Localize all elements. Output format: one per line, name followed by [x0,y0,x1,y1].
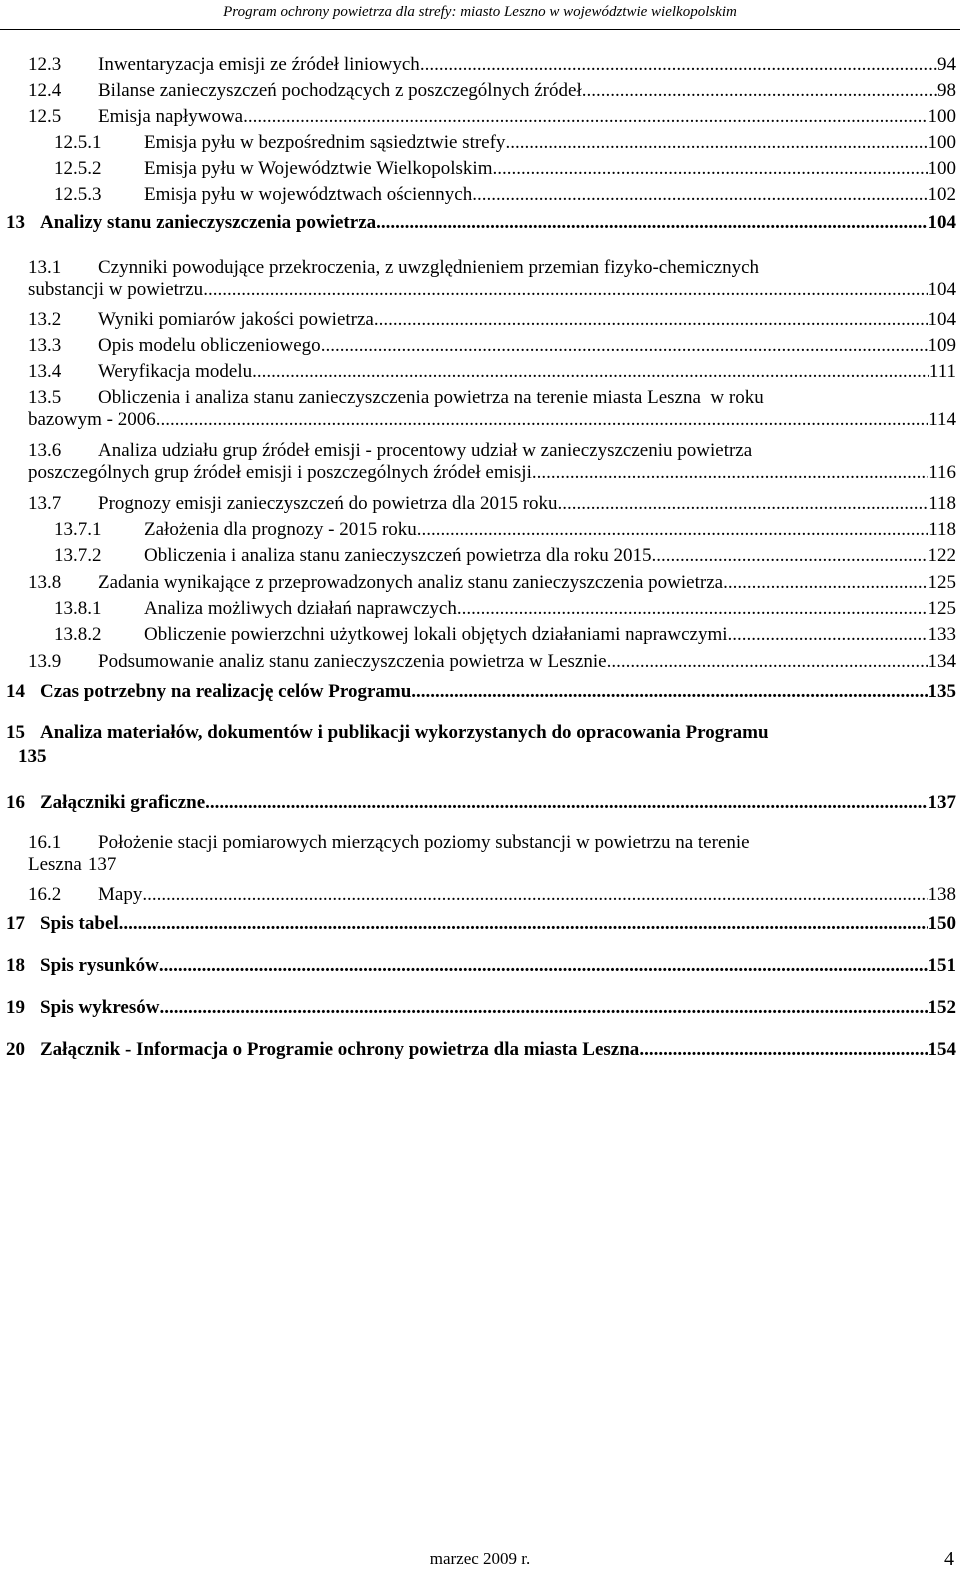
toc-number: 13 [6,212,25,233]
toc-title: Wyniki pomiarów jakości powietrza [98,309,374,330]
toc-number: 13.7.1 [54,519,102,540]
toc-page: 125 [927,598,956,619]
toc-entry-12-4[interactable] [28,80,956,102]
toc-page: 133 [927,624,956,645]
toc-entry-19[interactable] [6,997,956,1019]
toc-title: Emisja pyłu w Województwie Wielkopolskim [144,158,493,179]
toc-page: 152 [927,997,956,1018]
toc-page: 154 [927,1039,956,1060]
toc-number: 13.4 [28,361,62,382]
toc-number: 14 [6,681,25,702]
toc-title: Spis wykresów [40,997,160,1018]
toc-title: Podsumowanie analiz stanu zanieczyszczenia powietrza w Lesznie [98,651,607,672]
toc-entry-13-7-1[interactable] [54,519,956,541]
toc-leader [417,519,928,541]
toc-page: 151 [927,955,956,976]
toc-leader [651,545,927,567]
toc-entry-16[interactable] [6,792,956,814]
toc-entry-12-5[interactable] [28,106,956,128]
toc-number: 13.3 [28,335,62,356]
toc-number: 20 [6,1039,25,1060]
toc-entry-13-3[interactable] [28,335,956,357]
toc-number: 13.6 [28,440,62,461]
toc-number: 13.7.2 [54,545,102,566]
toc-entry-13-2[interactable] [28,309,956,331]
toc-leader [505,132,927,154]
toc-title: Analiza materiałów, dokumentów i publikacji wykorzystanych do opracowania Programu [40,722,769,743]
toc-entry-20[interactable] [6,1039,956,1061]
toc-leader [532,462,928,484]
toc-page: 100 [927,132,956,153]
toc-page: 118 [928,519,956,540]
toc-title-line2: Leszna [28,854,82,875]
toc-number: 12.4 [28,80,62,101]
toc-number: 15 [6,722,25,743]
toc-entry-12-3[interactable] [28,54,956,76]
toc-page: 94 [937,54,956,75]
toc-title-line2: substancji w powietrzu [28,279,204,300]
toc-leader [205,792,927,814]
toc-entry-12-5-1[interactable] [54,132,956,154]
toc-number: 12.5.2 [54,158,102,179]
toc-leader [582,80,937,102]
toc-page: 137 [927,792,956,813]
toc-page: 104 [927,279,956,300]
toc-title: Zadania wynikające z przeprowadzonych analiz stanu zanieczyszczenia powietrza [98,572,724,593]
toc-leader [607,651,928,673]
toc-entry-12-5-3[interactable] [54,184,956,206]
toc-entry-13-1[interactable] [28,257,956,301]
toc-title: Weryfikacja modelu [98,361,253,382]
toc-leader [376,212,927,234]
header-title: Program ochrony powietrza dla strefy: miasto Leszno w województwie wielkopolskim [223,4,737,20]
toc-title-line2: poszczególnych grup źródeł emisji i poszczególnych źródeł emisji [28,462,532,483]
toc-number: 13.8 [28,572,62,593]
toc-entry-13-8[interactable] [28,572,956,594]
toc-number: 12.5.3 [54,184,102,205]
toc-page: 100 [927,106,956,127]
toc-leader [321,335,928,357]
toc-number: 13.9 [28,651,62,672]
toc-page: 138 [927,884,956,905]
toc-entry-13-7[interactable] [28,493,956,515]
toc-title: Załącznik - Informacja o Programie ochrony powietrza dla miasta Leszna [40,1039,640,1060]
toc-title: Obliczenia i analiza stanu zanieczyszczeń powietrza dla roku 2015 [144,545,652,566]
toc-page: 118 [928,493,956,514]
toc-leader [203,279,927,301]
toc-title: Mapy [98,884,143,905]
toc-leader [558,493,929,515]
toc-entry-13-7-2[interactable] [54,545,956,567]
toc-number: 13.8.1 [54,598,102,619]
toc-title-line1: Czynniki powodujące przekroczenia, z uwzględnieniem przemian fizyko-chemicznych [98,257,760,278]
toc-number: 13.8.2 [54,624,102,645]
toc-entry-18[interactable] [6,955,956,977]
toc-number: 16.1 [28,832,62,853]
toc-title: Emisja pyłu w województwach ościennych [144,184,473,205]
toc-title: Prognozy emisji zanieczyszczeń do powietrza dla 2015 roku [98,493,558,514]
toc-entry-16-2[interactable] [28,884,956,906]
toc-number: 12.5 [28,106,62,127]
toc-leader [243,106,927,128]
toc-leader [411,681,927,703]
toc-leader [142,884,927,906]
toc-title: Spis tabel [40,913,119,934]
toc-page: 109 [927,335,956,356]
toc-page: 137 [87,854,117,875]
toc-leader [639,1039,927,1061]
toc-entry-12-5-2[interactable] [54,158,956,180]
toc-leader [492,158,927,180]
toc-leader [723,572,927,594]
toc-title: Emisja napływowa [98,106,244,127]
toc-number: 13.1 [28,257,62,278]
toc-page: 98 [937,80,956,101]
toc-number: 12.3 [28,54,62,75]
toc-leader [374,309,928,331]
toc-number: 13.7 [28,493,62,514]
toc-page: 104 [927,309,956,330]
toc-page: 102 [927,184,956,205]
toc-title: Emisja pyłu w bezpośrednim sąsiedztwie strefy [144,132,506,153]
toc-leader [159,997,927,1019]
toc-page: 150 [927,913,956,934]
toc-leader [252,361,929,383]
footer-date: marzec 2009 r. [429,1549,531,1568]
toc-page: 116 [928,462,956,483]
toc-page: 135 [18,746,47,767]
toc-title: Bilanse zanieczyszczeń pochodzących z poszczególnych źródeł [98,80,582,101]
toc-number: 16 [6,792,25,813]
toc-entry-14[interactable] [6,681,956,703]
toc-entry-15[interactable] [6,722,956,768]
toc-entry-13-6[interactable] [28,440,956,484]
page-header [0,0,960,30]
toc-number: 12.5.1 [54,132,102,153]
toc-page: 125 [927,572,956,593]
toc-title: Opis modelu obliczeniowego [98,335,321,356]
toc-page: 134 [927,651,956,672]
toc-title-line2: bazowym - 2006 [28,409,156,430]
footer-page-number: 4 [944,1548,954,1570]
toc-leader [472,184,927,206]
toc-leader [156,409,929,431]
toc-page: 104 [927,212,956,233]
toc-leader [728,624,928,646]
toc-leader [457,598,928,620]
toc-title: Analizy stanu zanieczyszczenia powietrza [40,212,377,233]
toc-title: Spis rysunków [40,955,159,976]
toc-title: Inwentaryzacja emisji ze źródeł liniowych [98,54,420,75]
toc-entry-13-4[interactable] [28,361,956,383]
toc-title: Załączniki graficzne [40,792,206,813]
toc-page: 114 [928,409,956,430]
toc-page: 111 [928,361,956,382]
toc-title-line1: Położenie stacji pomiarowych mierzących poziomy substancji w powietrzu na terenie [98,832,750,853]
toc-entry-13-9[interactable] [28,651,956,673]
toc-entry-13-8-2[interactable] [54,624,956,646]
toc-title-line1: Obliczenia i analiza stanu zanieczyszczenia powietrza na terenie miasta Leszna w roku [98,387,764,408]
toc-page: 122 [927,545,956,566]
toc-leader [420,54,937,76]
toc-entry-16-1[interactable] [28,832,956,876]
toc-number: 17 [6,913,25,934]
toc-entry-17[interactable] [6,913,956,935]
toc-number: 18 [6,955,25,976]
toc-number: 19 [6,997,25,1018]
toc-number: 16.2 [28,884,62,905]
toc-title-line1: Analiza udziału grup źródeł emisji - procentowy udział w zanieczyszczeniu powietrza [98,440,753,461]
toc-title: Obliczenie powierzchni użytkowej lokali objętych działaniami naprawczymi [144,624,728,645]
toc-number: 13.2 [28,309,62,330]
toc-title: Założenia dla prognozy - 2015 roku [144,519,417,540]
toc-entry-13-8-1[interactable] [54,598,956,620]
toc-title: Analiza możliwych działań naprawczych [144,598,457,619]
toc-leader [159,955,928,977]
toc-page: 100 [927,158,956,179]
toc-leader [119,913,928,935]
toc-entry-13[interactable] [6,212,956,234]
toc-number: 13.5 [28,387,62,408]
toc-entry-13-5[interactable] [28,387,956,431]
toc-page: 135 [927,681,956,702]
toc-title: Czas potrzebny na realizację celów Programu [40,681,412,702]
